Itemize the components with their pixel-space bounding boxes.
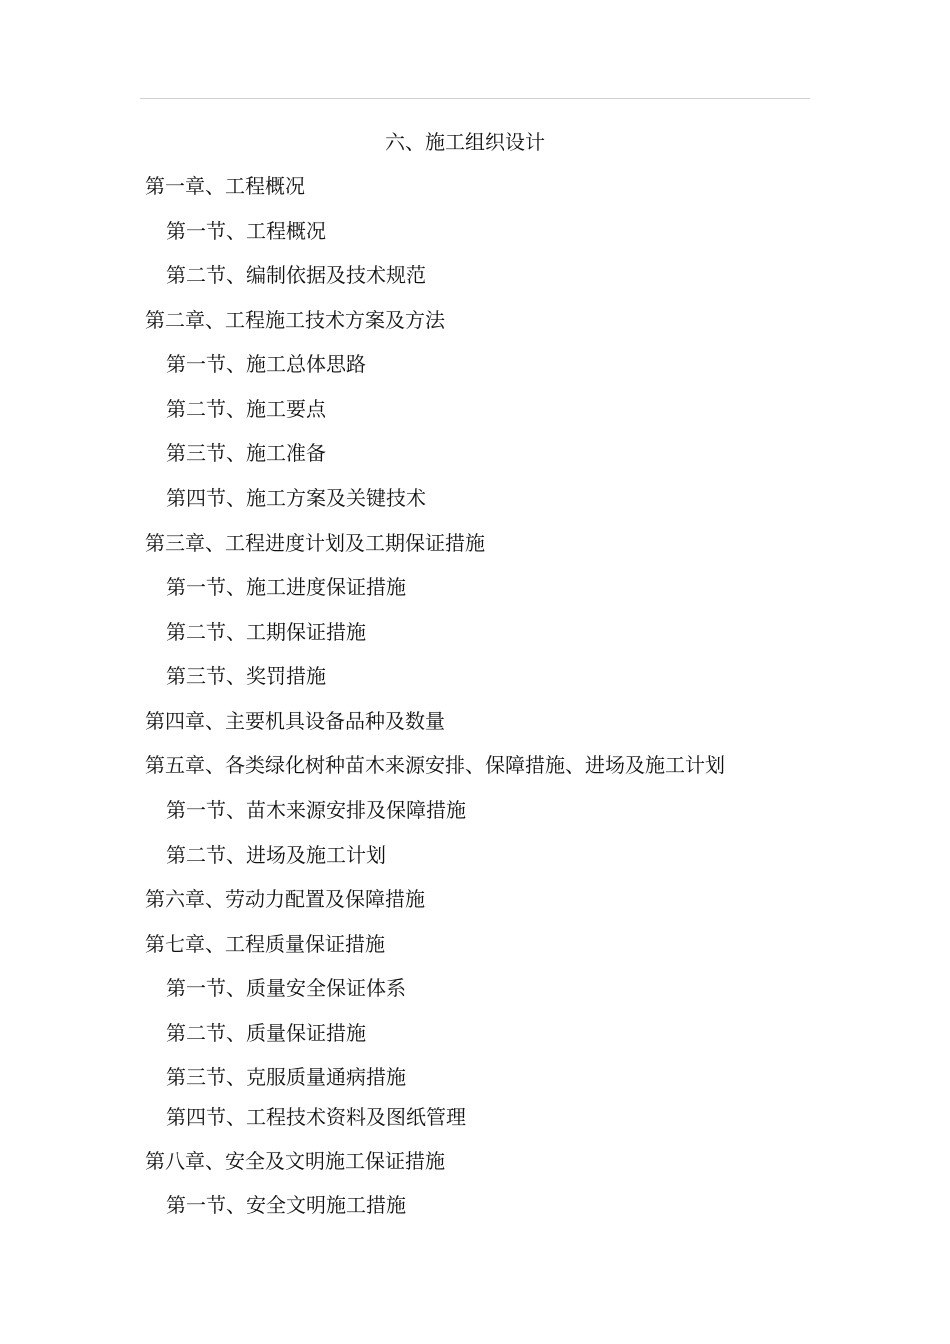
toc-chapter-7: 第七章、工程质量保证措施	[145, 932, 385, 956]
header-rule	[140, 98, 810, 99]
toc-section-2-4: 第四节、施工方案及关键技术	[166, 486, 426, 510]
toc-section-5-2: 第二节、进场及施工计划	[166, 843, 386, 867]
toc-section-2-2: 第二节、施工要点	[166, 397, 326, 421]
document-title: 六、施工组织设计	[385, 130, 545, 154]
toc-section-1-1: 第一节、工程概况	[166, 219, 326, 243]
toc-chapter-5: 第五章、各类绿化树种苗木来源安排、保障措施、进场及施工计划	[145, 753, 725, 777]
toc-section-3-2: 第二节、工期保证措施	[166, 620, 366, 644]
toc-chapter-6: 第六章、劳动力配置及保障措施	[145, 887, 425, 911]
toc-section-7-2: 第二节、质量保证措施	[166, 1021, 366, 1045]
toc-section-2-1: 第一节、施工总体思路	[166, 352, 366, 376]
toc-section-7-1: 第一节、质量安全保证体系	[166, 976, 406, 1000]
toc-section-2-3: 第三节、施工准备	[166, 441, 326, 465]
toc-section-7-4: 第四节、工程技术资料及图纸管理	[166, 1105, 466, 1129]
toc-chapter-3: 第三章、工程进度计划及工期保证措施	[145, 531, 485, 555]
toc-section-3-3: 第三节、奖罚措施	[166, 664, 326, 688]
toc-section-5-1: 第一节、苗木来源安排及保障措施	[166, 798, 466, 822]
toc-section-7-3: 第三节、克服质量通病措施	[166, 1065, 406, 1089]
toc-chapter-2: 第二章、工程施工技术方案及方法	[145, 308, 445, 332]
toc-section-8-1: 第一节、安全文明施工措施	[166, 1193, 406, 1217]
toc-chapter-8: 第八章、安全及文明施工保证措施	[145, 1149, 445, 1173]
toc-section-1-2: 第二节、编制依据及技术规范	[166, 263, 426, 287]
toc-chapter-1: 第一章、工程概况	[145, 174, 305, 198]
toc-chapter-4: 第四章、主要机具设备品种及数量	[145, 709, 445, 733]
toc-section-3-1: 第一节、施工进度保证措施	[166, 575, 406, 599]
